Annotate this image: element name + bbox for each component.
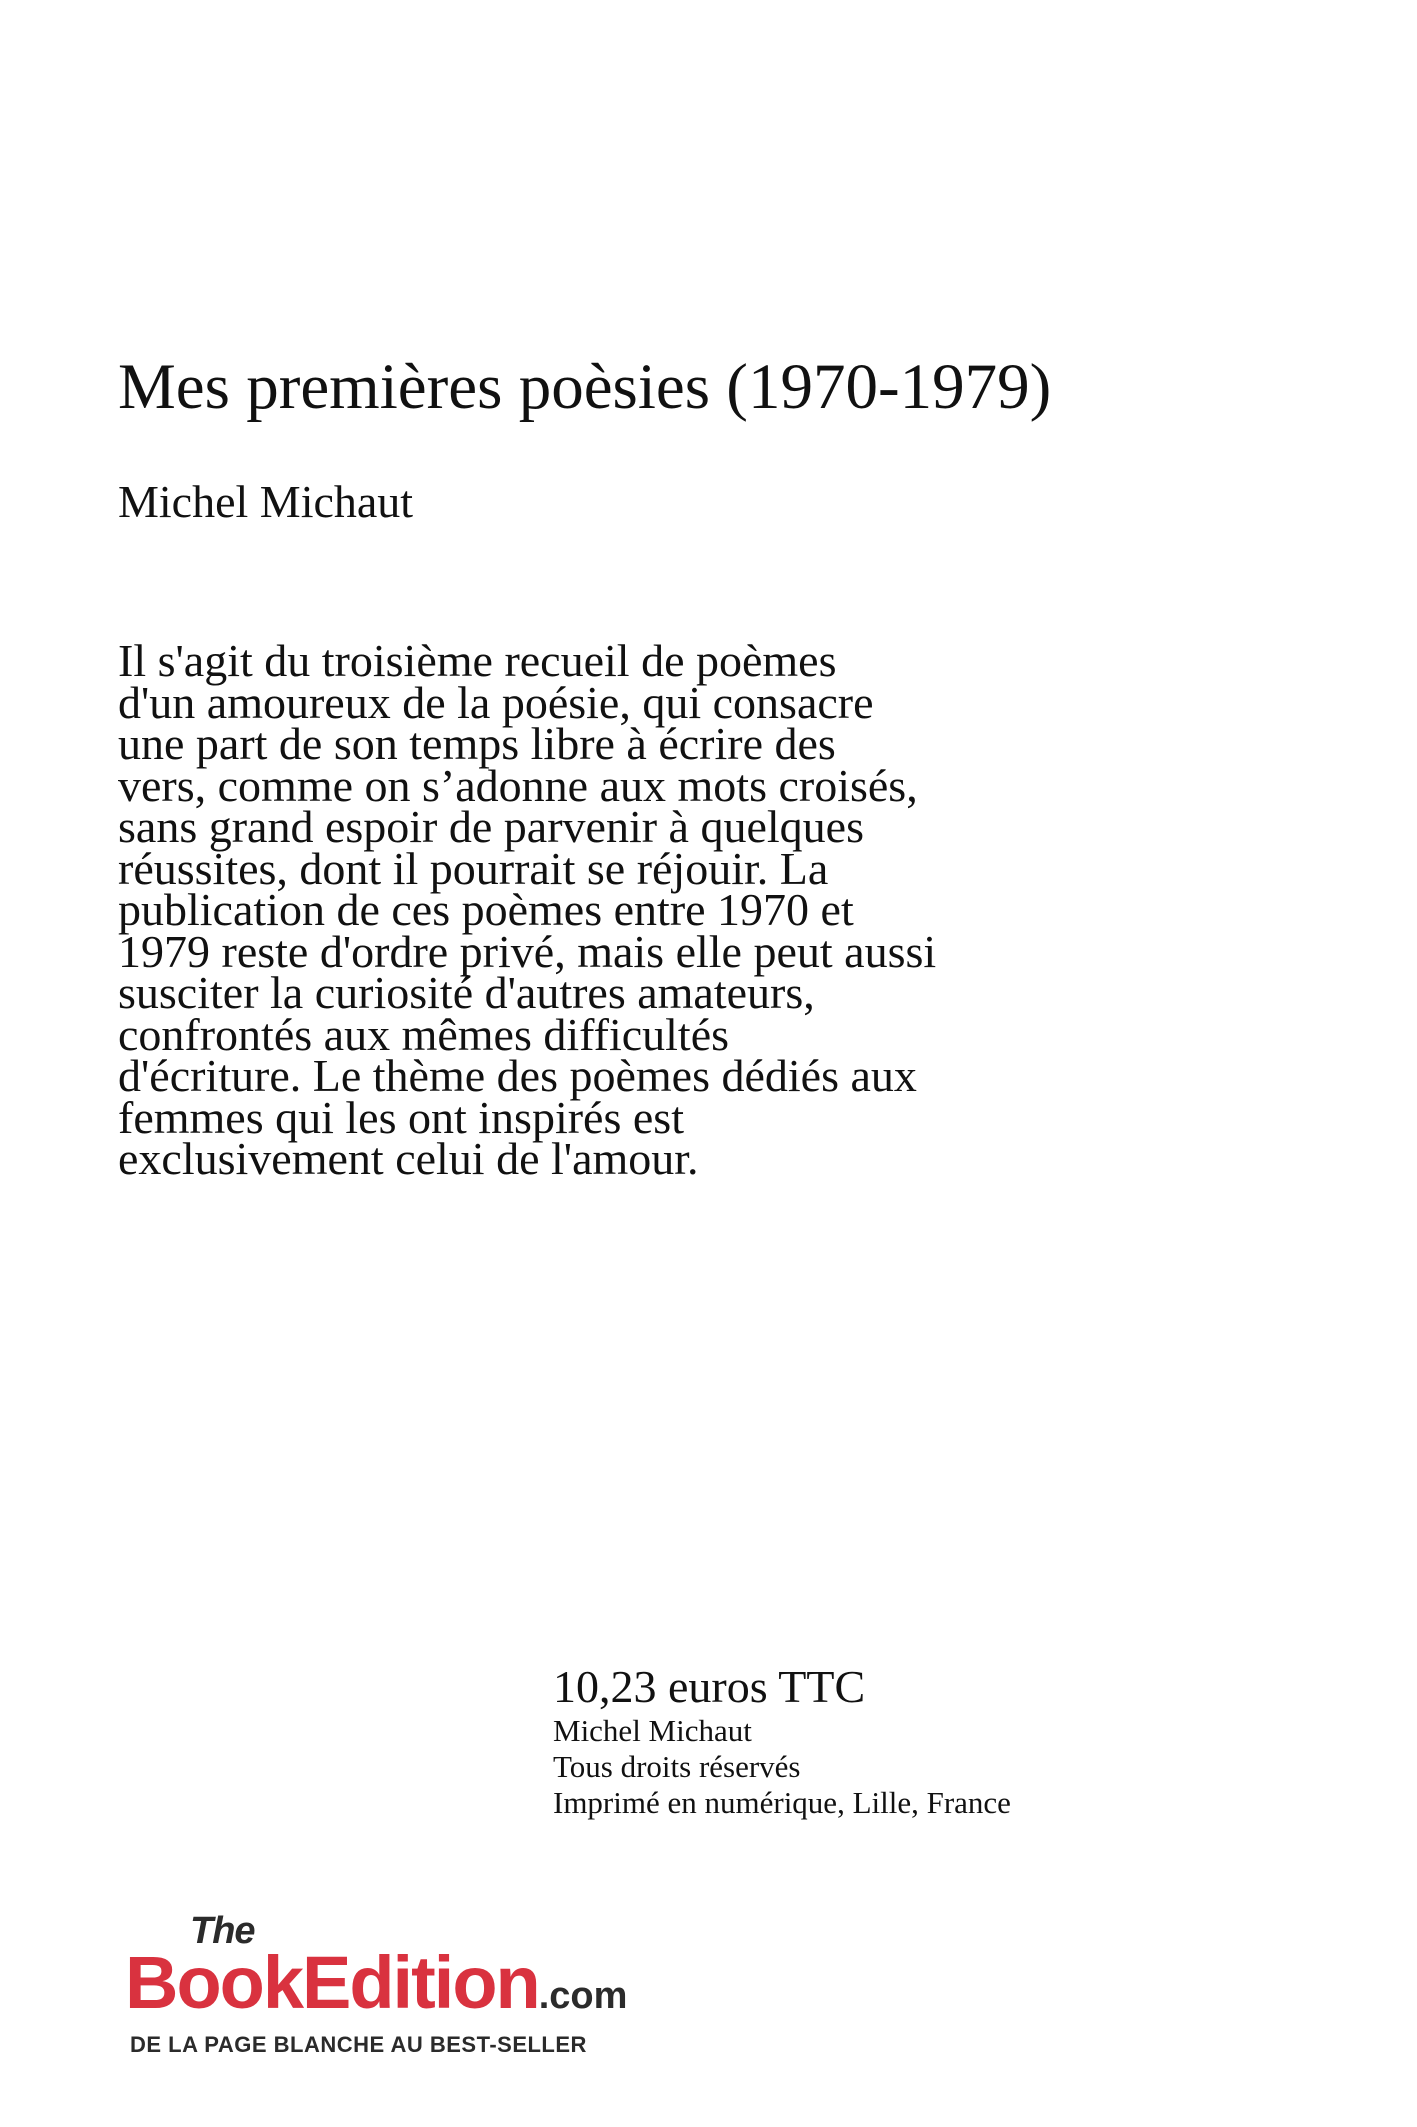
publisher-logo — [125, 1910, 725, 2110]
blurb-line: réussites, dont il pourrait se réjouir. La — [118, 842, 829, 894]
blurb-line: publication de ces poèmes entre 1970 et — [118, 884, 854, 935]
blurb-line: une part de son temps libre à écrire des — [118, 718, 836, 769]
book-author: Michel Michaut — [118, 476, 414, 527]
logo-wordmark — [125, 1940, 627, 2025]
blurb-line: susciter la curiosité d'autres amateurs, — [118, 967, 815, 1018]
blurb-line: d'un amoureux de la poésie, qui consacre — [118, 676, 874, 728]
logo-the: The — [190, 1910, 255, 1952]
imprint-printed: Imprimé en numérique, Lille, France — [553, 1784, 1011, 1820]
imprint-block — [553, 1662, 1011, 1821]
blurb-line: exclusivement celui de l'amour. — [118, 1133, 699, 1184]
price: 10,23 euros TTC — [553, 1661, 866, 1712]
blurb-line: Il s'agit du troisième recueil de poèmes — [118, 635, 837, 686]
logo-name: BookEdition — [125, 1941, 539, 2024]
book-blurb — [118, 635, 1098, 1184]
blurb-line: confrontés aux mêmes difficultés — [118, 1008, 730, 1060]
blurb-line: d'écriture. Le thème des poèmes dédiés aux — [118, 1050, 917, 1101]
blurb-line: 1979 reste d'ordre privé, mais elle peut aussi — [118, 925, 937, 977]
imprint-author: Michel Michaut — [553, 1712, 752, 1748]
book-title: Mes premières poèsies (1970-1979) — [118, 351, 1052, 423]
blurb-line: femmes qui les ont inspirés est — [118, 1091, 684, 1143]
logo-domain: .com — [538, 1975, 628, 2017]
imprint-rights: Tous droits réservés — [553, 1748, 801, 1784]
blurb-line: vers, comme on s’adonne aux mots croisés, — [118, 759, 918, 811]
blurb-line: sans grand espoir de parvenir à quelques — [118, 801, 864, 852]
logo-tagline: DE LA PAGE BLANCHE AU BEST-SELLER — [130, 2032, 587, 2057]
